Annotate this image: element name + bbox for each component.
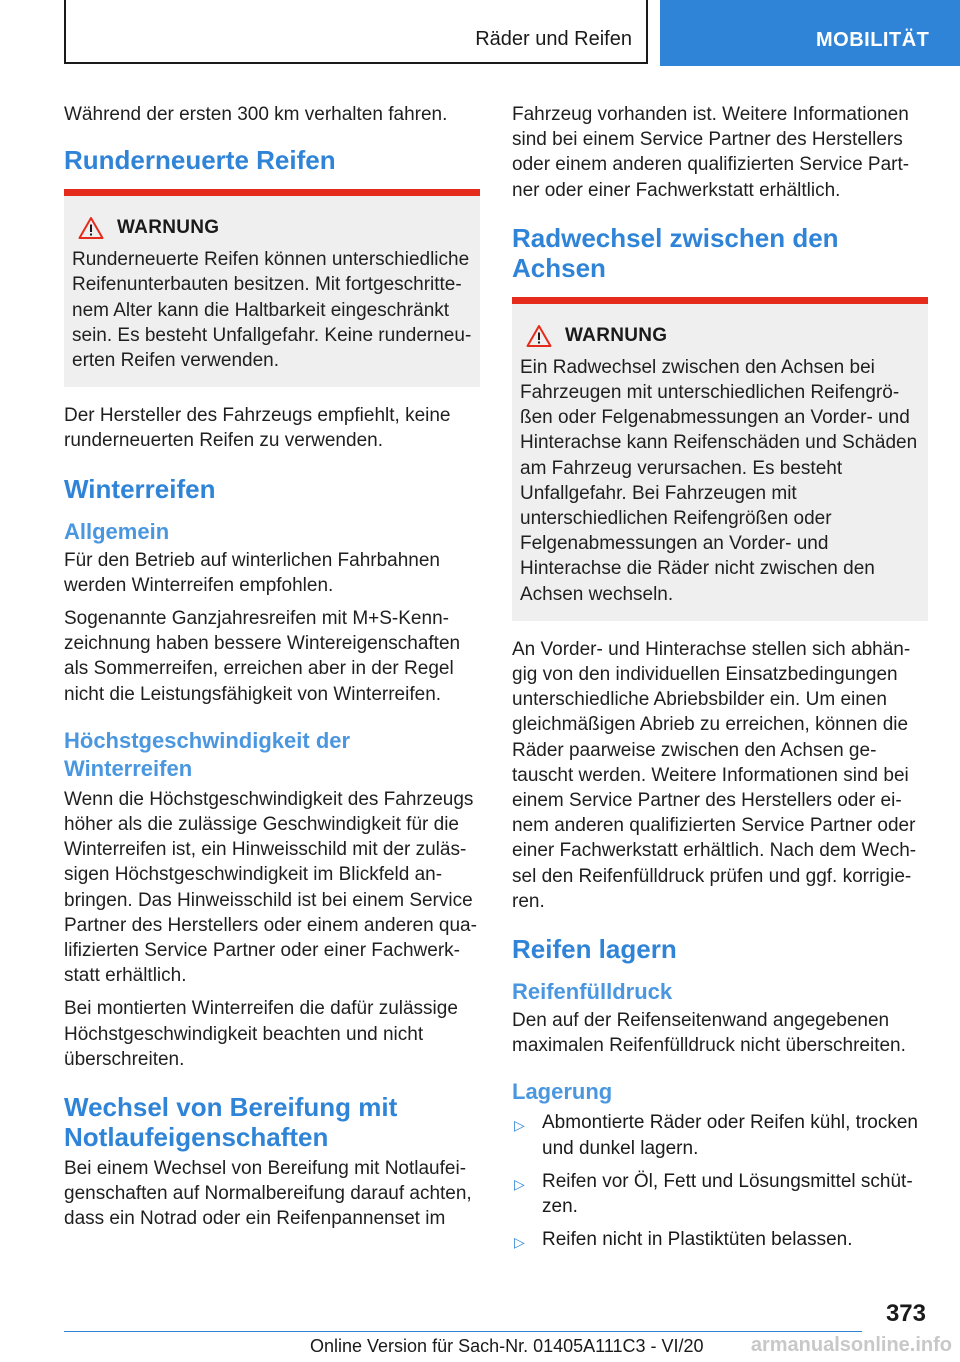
heading-general: Allgemein <box>64 518 170 544</box>
warning-triangle-icon <box>526 324 552 348</box>
storage-bullet-list <box>512 1110 928 1252</box>
list-item-text: Reifen nicht in Plastiktüten belassen. <box>542 1229 853 1251</box>
paragraph: Den auf der Reifenseitenwand angegebenen maximalen Reifenfülldruck nicht überschreiten. <box>512 1010 906 1057</box>
heading-tire-pressure: Reifenfülldruck <box>512 979 673 1005</box>
warning-triangle-icon <box>78 216 104 240</box>
heading-max-speed: Höchstgeschwindigkeit der Winterreifen <box>64 727 351 781</box>
paragraph: Fahrzeug vorhanden ist. Weitere Informationen sind bei einem Service Partner des Herstellers oder einem anderen qualifizierten Service Partner oder einer Fachwerkstatt erhältlich. <box>512 104 910 201</box>
warning-text: Ein Radwechsel zwischen den Achsen bei Fahrzeugen mit unterschiedlichen Reifengrößen oder Felgenabmessungen an Vorder- und Hinterachse kann Reifenschäden und Schäden am Fahrzeug verursachen. Es besteht Unfallgefahr. Bei Fahrzeugen mit unterschiedlichen Reifengrößen oder Felgenabmessungen an Vorder- und Hinterachse die Räder nicht zwischen den Achsen wechseln. <box>520 356 918 605</box>
warning-text: Runderneuerte Reifen können unterschiedliche Reifenunterbauten besitzen. Mit fortgeschrittenem Alter kann die Haltbarkeit eingeschränkt sein. Es besteht Unfallgefahr. Keine runderneuerten Reifen verwenden. <box>72 249 472 372</box>
warning-box <box>64 189 480 387</box>
heading-wheel-swap: Radwechsel zwischen den Achsen <box>512 222 839 283</box>
paragraph: Während der ersten 300 km verhalten fahren. <box>64 104 448 125</box>
footer-rule <box>64 1331 862 1332</box>
heading-runflat-change: Wechsel von Bereifung mit Notlaufeigenschaften <box>64 1092 398 1153</box>
bullet-triangle-icon: ▷ <box>514 1234 525 1251</box>
list-item-text: Abmontierte Räder oder Reifen kühl, trocken und dunkel lagern. <box>542 1112 918 1159</box>
list-item <box>512 1227 928 1252</box>
paragraph: Der Hersteller des Fahrzeugs empfiehlt, keine runderneuerten Reifen zu verwenden. <box>64 405 451 452</box>
paragraph: Wenn die Höchstgeschwindigkeit des Fahrzeugs höher als die zulässige Geschwindigkeit für die Winterreifen ist, ein Hinweisschild mit der zulässigen Höchstgeschwindigkeit im Blickfeld anbringen. Das Hinweisschild ist bei einem Service Partner des Herstellers oder einem anderen qualifizierten Service Partner oder einer Fachwerkstatt erhältlich. <box>64 788 477 987</box>
paragraph: Sogenannte Ganzjahresreifen mit M+S-Kennzeichnung haben bessere Wintereigenschaften als Sommerreifen, erreichen aber in der Regel nicht die Leistungsfähigkeit von Winterreifen. <box>64 608 461 705</box>
warning-header <box>520 324 920 348</box>
bullet-triangle-icon: ▷ <box>514 1117 525 1134</box>
header-chapter-tab: MOBILITÄT <box>660 0 960 66</box>
heading-winter-tires: Winterreifen <box>64 473 216 504</box>
warning-title: WARNUNG <box>117 217 220 239</box>
warning-header <box>72 216 472 240</box>
heading-storage: Lagerung <box>512 1079 613 1105</box>
list-item <box>512 1110 928 1160</box>
page-number: 373 <box>885 1300 926 1327</box>
warning-box <box>512 297 928 621</box>
list-item-text: Reifen vor Öl, Fett und Lösungsmittel schützen. <box>542 1170 913 1218</box>
paragraph: Bei montierten Winterreifen die dafür zulässige Höchstgeschwindigkeit beachten und nicht überschreiten. <box>64 998 458 1070</box>
paragraph: Bei einem Wechsel von Bereifung mit Notlaufeigenschaften auf Normalbereifung darauf achten, dass ein Notrad oder ein Reifenpannenset im <box>64 1158 472 1230</box>
header-section-box <box>64 0 648 64</box>
paragraph: An Vorder- und Hinterachse stellen sich abhängig von den individuellen Einsatzbedingungen unterschiedliche Abriebsbilder ein. Um einen gleichmäßigen Abrieb zu erreichen, können die Räder paarweise zwischen den Achsen getauscht werden. Weitere Informationen sind bei einem Service Partner des Herstellers oder einem anderen qualifizierten Service Partner oder einer Fachwerkstatt erhältlich. Nach dem Wechsel den Reifenfülldruck prüfen und ggf. korrigieren. <box>512 638 917 912</box>
right-column <box>512 102 928 1261</box>
list-item <box>512 1169 928 1219</box>
warning-title: WARNUNG <box>565 324 668 346</box>
left-column <box>64 102 480 1240</box>
paragraph: Für den Betrieb auf winterlichen Fahrbahnen werden Winterreifen empfohlen. <box>64 549 441 596</box>
heading-tire-storage: Reifen lagern <box>512 934 677 965</box>
footer-online-version: Online Version für Sach-Nr. 01405A111C3 - VI/20 <box>310 1336 704 1356</box>
bullet-triangle-icon: ▷ <box>514 1175 525 1192</box>
header-section-title: Räder und Reifen <box>475 28 632 50</box>
watermark: armanualsonline.info <box>750 1334 952 1356</box>
heading-retread-tires: Runderneuerte Reifen <box>64 145 336 176</box>
